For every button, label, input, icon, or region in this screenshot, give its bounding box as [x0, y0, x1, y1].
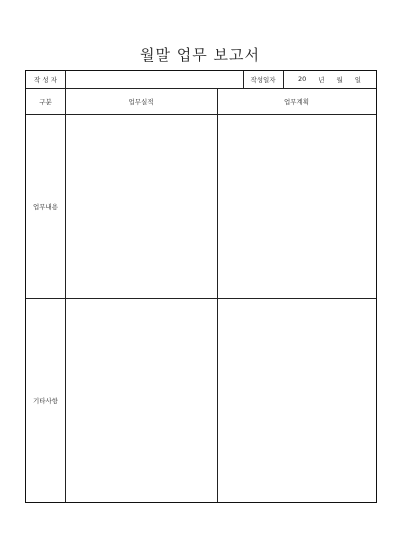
- divider: [283, 71, 284, 88]
- date-month-unit: 월: [336, 76, 343, 84]
- results-header: 업무실적: [128, 97, 154, 106]
- date-year: 20: [297, 75, 307, 83]
- date-day-unit: 일: [354, 76, 362, 84]
- other-notes-results-cell[interactable]: [65, 298, 217, 502]
- date-label: 작성일자: [250, 76, 276, 84]
- divider: [217, 88, 218, 502]
- plans-header: 업무계획: [283, 97, 310, 106]
- author-field[interactable]: [65, 71, 243, 88]
- date-field[interactable]: [283, 71, 376, 88]
- work-content-label: 업무내용: [32, 202, 59, 211]
- category-header: 구분: [39, 97, 52, 106]
- divider: [26, 88, 376, 89]
- divider: [26, 298, 376, 299]
- divider: [243, 71, 244, 88]
- work-content-results-cell[interactable]: [65, 114, 217, 298]
- report-title: 월말 업무 보고서: [140, 46, 260, 64]
- report-form: [25, 70, 377, 503]
- date-year-unit: 년: [318, 76, 325, 84]
- author-label: 작 성 자: [34, 76, 57, 84]
- divider: [26, 114, 376, 115]
- other-notes-label: 기타사항: [32, 396, 59, 405]
- other-notes-plans-cell[interactable]: [217, 298, 376, 502]
- work-content-plans-cell[interactable]: [217, 114, 376, 298]
- divider: [65, 71, 66, 502]
